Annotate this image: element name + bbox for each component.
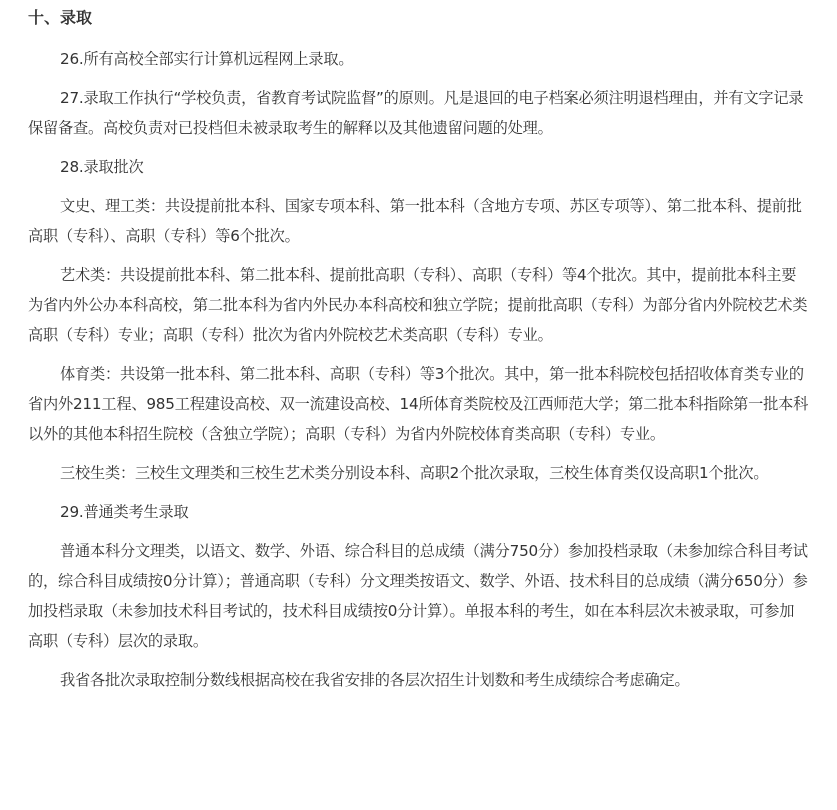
paragraph-wenli: 文史、理工类：共设提前批本科、国家专项本科、第一批本科（含地方专项、苏区专项等）、第二批本科、提前批高职（专科）、高职（专科）等6个批次。 xyxy=(28,197,802,245)
paragraph-control-line: 我省各批次录取控制分数线根据高校在我省安排的各层次招生计划数和考生成绩综合考虑确定。 xyxy=(60,671,690,689)
paragraph-general-admission: 普通本科分文理类，以语文、数学、外语、综合科目的总成绩（满分750分）参加投档录取（未参加综合科目考试的，综合科目成绩按0分计算）；普通高职（专科）分文理类按语文、数学、外语、技术科目的总成绩（满分650分）参加投档录取（未参加技术科目考试的，技术科目成绩按0分计算）。单报本科的考生，如在本科层次未被录取，可参加高职（专科）层次的录取。 xyxy=(28,542,808,650)
paragraph-29-heading: 29.普通类考生录取 xyxy=(60,503,189,521)
paragraph-art: 艺术类：共设提前批本科、第二批本科、提前批高职（专科）、高职（专科）等4个批次。其中，提前批本科主要为省内外公办本科高校，第二批本科为省内外民办本科高校和独立学院；提前批高职（专科）为部分省内外院校艺术类高职（专科）专业；高职（专科）批次为省内外院校艺术类高职（专科）专业。 xyxy=(28,266,808,344)
paragraph-sanxiaosheng: 三校生类：三校生文理类和三校生艺术类分别设本科、高职2个批次录取，三校生体育类仅设高职1个批次。 xyxy=(60,464,769,482)
paragraph-sports: 体育类：共设第一批本科、第二批本科、高职（专科）等3个批次。其中，第一批本科院校包括招收体育类专业的省内外211工程、985工程建设高校、双一流建设高校、14所体育类院校及江西师范大学；第二批本科指除第一批本科以外的其他本科招生院校（含独立学院）；高职（专科）为省内外院校体育类高职（专科）专业。 xyxy=(28,365,809,443)
section-title: 十、录取 xyxy=(28,8,93,27)
paragraph-28-heading: 28.录取批次 xyxy=(60,158,144,176)
paragraph-26: 26.所有高校全部实行计算机远程网上录取。 xyxy=(60,50,354,68)
paragraph-27: 27.录取工作执行“学校负责，省教育考试院监督”的原则。凡是退回的电子档案必须注明退档理由，并有文字记录保留备查。高校负责对已投档但未被录取考生的解释以及其他遗留问题的处理。 xyxy=(28,89,804,137)
